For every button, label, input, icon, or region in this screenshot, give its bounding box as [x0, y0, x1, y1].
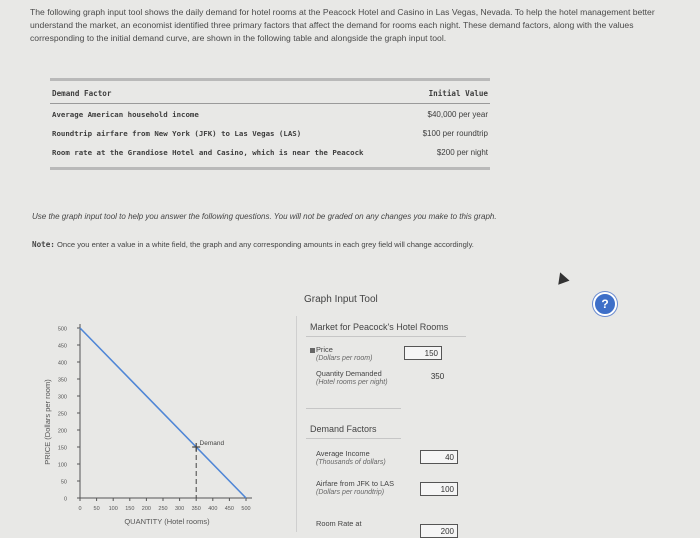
demand-curve-label: Demand	[199, 440, 225, 447]
airfare-unit: (Dollars per roundtrip)	[316, 489, 385, 496]
factor-cell: Room rate at the Grandiose Hotel and Casino, which is near the Peacock	[52, 148, 364, 157]
airfare-label	[316, 480, 396, 497]
demand-chart[interactable]	[0, 310, 296, 532]
y-tick-label: 250	[57, 411, 67, 418]
roomrate-label	[316, 520, 396, 529]
factor-cell: Average American household income	[52, 110, 199, 119]
x-tick-label: 50	[93, 506, 100, 512]
y-tick-label: 350	[57, 377, 67, 384]
table-row	[50, 123, 490, 142]
x-tick-label: 500	[241, 506, 251, 512]
market-title: Market for Peacock's Hotel Rooms	[310, 322, 449, 332]
y-tick-label: 0	[63, 496, 67, 503]
help-button[interactable]: ?	[593, 292, 617, 316]
price-marker-icon	[310, 348, 315, 353]
x-tick-label: 350	[191, 506, 201, 512]
y-tick-label: 150	[57, 445, 67, 452]
price-label-text: Price	[316, 345, 333, 354]
x-tick-label: 250	[158, 506, 168, 512]
note-text	[32, 240, 474, 249]
y-tick-label: 400	[57, 360, 67, 367]
graph-input-tool-title: Graph Input Tool	[304, 294, 378, 305]
airfare-input[interactable]: 100	[420, 482, 458, 496]
quantity-label-text: Quantity Demanded	[316, 369, 382, 378]
x-tick-label: 400	[208, 506, 218, 512]
y-tick-label: 450	[57, 343, 67, 350]
x-tick-label: 300	[175, 506, 185, 512]
instructions-text: Use the graph input tool to help you answer the following questions. You will not be graded on any changes you make to this graph.	[32, 212, 497, 221]
price-unit: (Dollars per room)	[316, 355, 373, 362]
quantity-field: 350	[430, 372, 445, 381]
demand-factor-table	[50, 78, 490, 170]
panel-divider	[296, 316, 297, 532]
y-tick-label: 500	[57, 326, 67, 333]
intro-paragraph: The following graph input tool shows the daily demand for hotel rooms at the Peacock Hotel and Casino in Las Vegas, Nevada. To help the hotel management better understand the market, an economist identified three primary factors that affect the demand for rooms each night. These demand factors, along with the values corresponding to the initial demand curve, are shown in the following table and alongside the graph input tool.	[30, 7, 655, 43]
value-cell: $200 per night	[436, 148, 488, 157]
quantity-unit: (Hotel rooms per night)	[316, 379, 388, 386]
market-divider	[306, 336, 466, 337]
income-unit: (Thousands of dollars)	[316, 459, 386, 466]
y-tick-label: 200	[57, 428, 67, 435]
price-input[interactable]: 150	[404, 346, 442, 360]
income-label-text: Average Income	[316, 449, 370, 458]
header-value: Initial Value	[428, 89, 488, 98]
income-input[interactable]: 40	[420, 450, 458, 464]
note-label: Note:	[32, 240, 55, 249]
roomrate-label-text: Room Rate at	[316, 519, 362, 528]
x-tick-label: 0	[78, 506, 82, 512]
y-axis-label: PRICE (Dollars per room)	[43, 379, 52, 465]
value-cell: $40,000 per year	[427, 110, 488, 119]
demand-factors-title: Demand Factors	[310, 424, 377, 434]
table-header	[50, 81, 490, 103]
table-bottom-rule	[50, 167, 490, 170]
y-tick-label: 50	[60, 479, 67, 486]
quantity-label	[316, 370, 396, 387]
table-row	[50, 142, 490, 161]
y-tick-label: 300	[57, 394, 67, 401]
airfare-label-text: Airfare from JFK to LAS	[316, 479, 395, 488]
header-factor: Demand Factor	[52, 89, 112, 98]
note-body: Once you enter a value in a white field, the graph and any corresponding amounts in each grey field will change accordingly.	[56, 240, 474, 249]
table-row	[50, 104, 490, 123]
mouse-cursor-icon	[554, 270, 569, 284]
factors-divider-top	[306, 408, 401, 409]
demand-curve	[80, 328, 246, 498]
y-tick-label: 100	[57, 462, 67, 469]
value-cell: $100 per roundtrip	[422, 129, 488, 138]
x-axis-label: QUANTITY (Hotel rooms)	[124, 517, 210, 526]
factors-divider	[306, 438, 401, 439]
x-tick-label: 150	[125, 506, 135, 512]
factor-cell: Roundtrip airfare from New York (JFK) to Las Vegas (LAS)	[52, 129, 302, 138]
x-tick-label: 100	[108, 506, 118, 512]
x-tick-label: 200	[141, 506, 151, 512]
roomrate-input[interactable]: 200	[420, 524, 458, 538]
x-tick-label: 450	[224, 506, 234, 512]
price-label	[316, 346, 406, 363]
income-label	[316, 450, 396, 467]
